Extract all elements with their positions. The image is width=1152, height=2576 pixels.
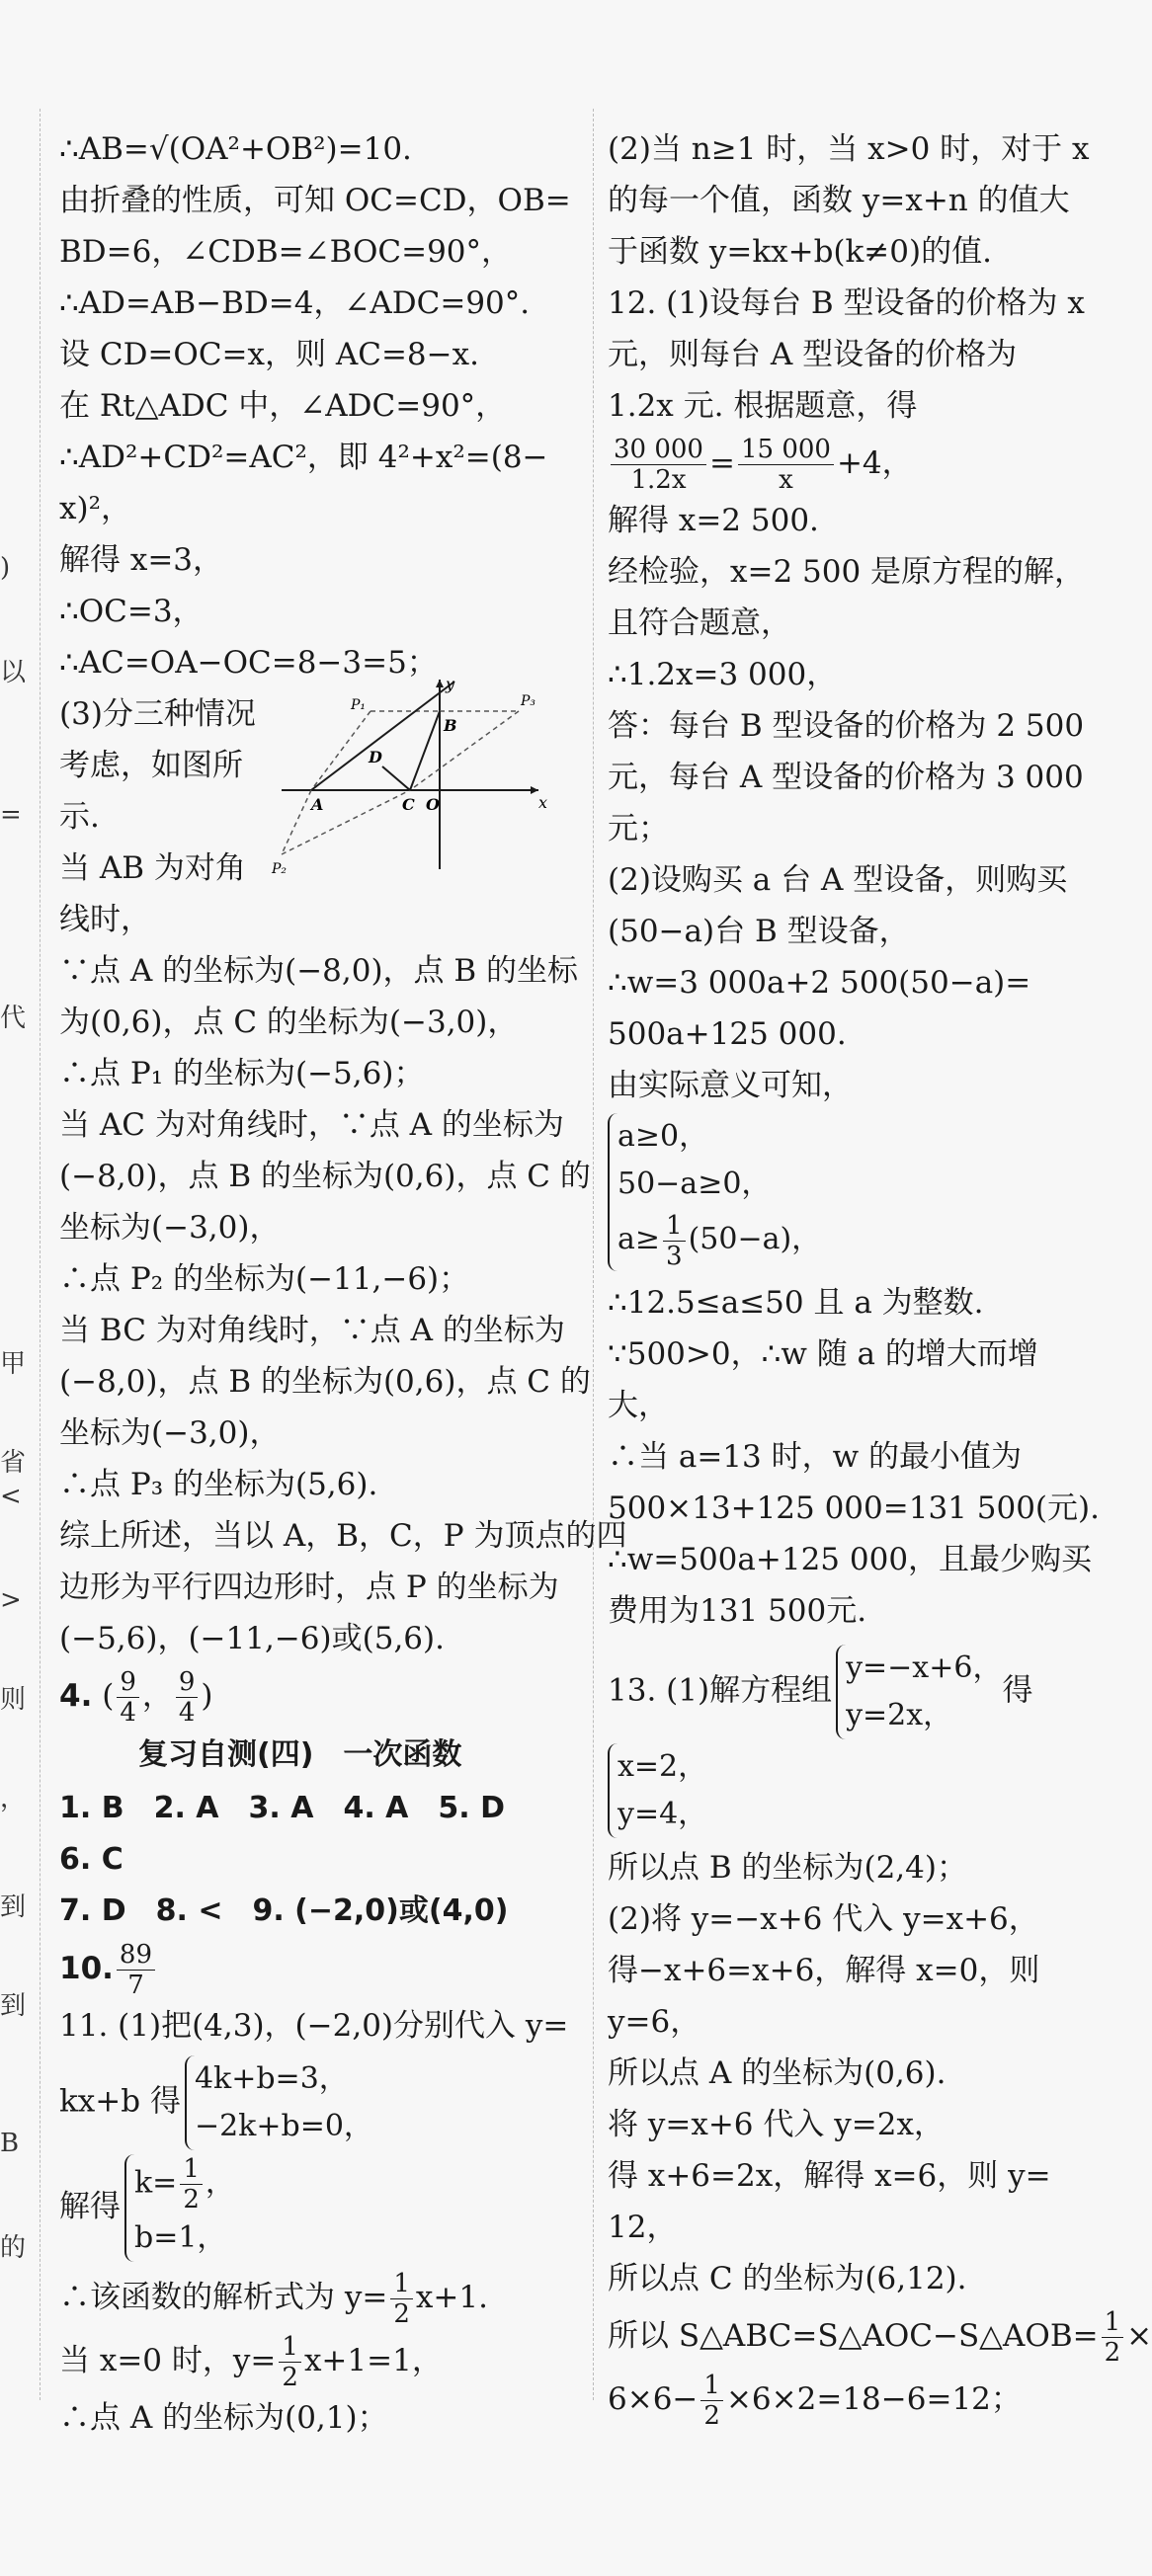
- text-line: (2)当 n≥1 时，当 x>0 时，对于 x: [608, 131, 1090, 167]
- label-p3: P₃: [521, 693, 536, 709]
- text-line: ∴点 A 的坐标为(0,1)；: [59, 2400, 388, 2436]
- label-p2: P₂: [272, 861, 288, 877]
- parallelogram-diagram: [272, 672, 558, 879]
- left-column: [59, 123, 627, 2444]
- label-y: y: [446, 675, 455, 693]
- text-line: 且符合题意，: [608, 605, 791, 641]
- text-line: ∴AD²+CD²=AC²，即 4²+x²=(8−: [59, 440, 548, 475]
- equation-system: 4k+b=3， −2k+b=0，: [185, 2055, 373, 2150]
- dashed-a-p2: [282, 790, 311, 854]
- text-line: ∴w=3 000a+2 500(50−a)=: [608, 965, 1031, 1001]
- area-equation: 6×6− $\frac{1}{2}$ ×6×2=18−6=12；: [608, 2371, 1022, 2431]
- q10-answer: 10. $\frac{89}{7}$: [59, 1937, 553, 2000]
- text-line: ∵500>0，∴w 随 a 的增大而增: [608, 1336, 1038, 1372]
- text-line: (3)分三种情况: [59, 696, 256, 732]
- q13-system-2: x=2， y=4，: [608, 1743, 1097, 1838]
- right-column: [608, 123, 1152, 2431]
- edge-mark: ，: [0, 1784, 27, 1813]
- text-line: BD=6，∠CDB=∠BOC=90°，: [59, 234, 513, 270]
- text-line: 边形为平行四边形时，点 P 的坐标为: [59, 1570, 559, 1605]
- line-cb: [410, 711, 440, 790]
- section-heading: 复习自测(四) 一次函数: [138, 1737, 462, 1772]
- label-d: D: [369, 748, 382, 766]
- text-line: 由实际意义可知，: [608, 1068, 853, 1103]
- text-line: 1.2x 元. 根据题意，得: [608, 388, 918, 424]
- text-line: 得−x+6=x+6，解得 x=0，则: [608, 1953, 1040, 1988]
- edge-mark: 以: [0, 658, 27, 687]
- text-line: (2)设购买 a 台 A 型设备，则购买: [608, 862, 1068, 898]
- fraction: $\frac{89}{7}$: [117, 1940, 155, 2000]
- label-o: O: [426, 795, 440, 814]
- text-line: 12. (1)设每台 B 型设备的价格为 x: [608, 285, 1085, 321]
- text-line: ∴12.5≤a≤50 且 a 为整数.: [608, 1285, 984, 1321]
- label-a: A: [311, 795, 324, 814]
- text-line: (50−a)台 B 型设备，: [608, 914, 910, 949]
- text-line: (−8,0)，点 B 的坐标为(0,6)，点 C 的: [59, 1159, 591, 1194]
- fraction: $\frac{9}{4}$: [117, 1667, 139, 1728]
- text-line: 示.: [59, 799, 100, 835]
- edge-mark: 则: [0, 1685, 27, 1715]
- text-line: 12，: [608, 2210, 678, 2245]
- text-line: 答：每台 B 型设备的价格为 2 500: [608, 708, 1085, 744]
- dashed-p3-c: [410, 711, 519, 790]
- text-line: ∴w=500a+125 000，且最少购买: [608, 1542, 1093, 1577]
- text-line: 所以点 A 的坐标为(0,6).: [608, 2055, 946, 2091]
- text-line: (2)将 y=−x+6 代入 y=x+6，: [608, 1901, 1039, 1937]
- edge-mark: 到: [0, 1892, 27, 1922]
- edge-mark: =: [0, 800, 22, 830]
- text-line: (−5,6)，(−11,−6)或(5,6).: [59, 1621, 445, 1656]
- q4-answer: 4. ( $\frac{9}{4}$ ， $\frac{9}{4}$ ): [59, 1667, 213, 1728]
- label-c: C: [402, 795, 415, 814]
- text-line: 线时，: [59, 902, 151, 937]
- text-line: x)²，: [59, 491, 132, 526]
- q11-system-1: kx+b 得 4k+b=3， −2k+b=0，: [59, 2055, 553, 2150]
- text-line: 费用为131 500元.: [608, 1593, 867, 1629]
- text-line: 为(0,6)，点 C 的坐标为(−3,0)，: [59, 1005, 519, 1040]
- edge-mark: 到: [0, 1991, 27, 2021]
- text-line: ∴1.2x=3 000，: [608, 657, 838, 692]
- text-line: 解得 x=2 500.: [608, 503, 819, 538]
- text-line: ∴当 a=13 时，w 的最小值为: [608, 1439, 1022, 1475]
- edge-mark: 甲: [0, 1349, 27, 1379]
- mc-answers-row-1: 1. B 2. A 3. A 4. A 5. D 6. C: [59, 1791, 535, 1877]
- text-line: 当 AC 为对角线时，∵点 A 的坐标为: [59, 1107, 564, 1143]
- text-line: 元，则每台 A 型设备的价格为: [608, 337, 1018, 372]
- mc-answers-row-2: 7. D 8. < 9. (−2,0)或(4,0): [59, 1893, 509, 1928]
- label-x: x: [538, 793, 548, 812]
- text-line: 所以点 B 的坐标为(2,4)；: [608, 1850, 967, 1886]
- text-line: 于函数 y=kx+b(k≠0)的值.: [608, 234, 992, 270]
- fraction: $\frac{9}{4}$: [176, 1667, 199, 1728]
- q13-system-1: 13. (1)解方程组 y=−x+6， y=2x， 得: [608, 1645, 1097, 1739]
- text-line: 考虑，如图所: [59, 748, 243, 783]
- text-line: 元，每台 A 型设备的价格为 3 000: [608, 760, 1084, 795]
- edge-mark: >: [0, 1585, 22, 1615]
- column-divider: [40, 109, 41, 2400]
- line-cd: [382, 766, 410, 790]
- edge-mark: 省: [0, 1448, 27, 1478]
- text-line: 在 Rt△ADC 中，∠ADC=90°，: [59, 388, 507, 424]
- edge-mark: B: [0, 2129, 20, 2158]
- edge-mark: ): [0, 553, 11, 583]
- text-line: ∴点 P₂ 的坐标为(−11,−6)；: [59, 1261, 470, 1297]
- text-line: 得 x+6=2x，解得 x=6，则 y=: [608, 2158, 1051, 2194]
- text-line: (−8,0)，点 B 的坐标为(0,6)，点 C 的: [59, 1364, 591, 1400]
- text-line: 当 BC 为对角线时，∵点 A 的坐标为: [59, 1313, 565, 1348]
- text-line: 500a+125 000.: [608, 1016, 847, 1052]
- inequality-system: a≥0， 50−a≥0， a≥ $\frac{1}{3}$ (50−a)，: [608, 1113, 1097, 1271]
- text-line: ∴点 P₁ 的坐标为(−5,6)；: [59, 1056, 425, 1091]
- text-line: ∴点 P₃ 的坐标为(5,6).: [59, 1467, 378, 1502]
- column-divider: [593, 109, 594, 2400]
- text-line: 由折叠的性质，可知 OC=CD，OB=: [59, 183, 571, 218]
- text-line: ∴AC=OA−OC=8−3=5；: [59, 645, 438, 681]
- text-line: 11. (1)把(4,3)，(−2,0)分别代入 y=: [59, 2008, 569, 2044]
- text-line: ∴OC=3，: [59, 594, 204, 629]
- y-axis-arrow: [436, 680, 444, 687]
- text-line: ∴该函数的解析式为 y= $\frac{1}{2}$ x+1.: [59, 2269, 488, 2329]
- text-line: 综上所述，当以 A，B，C，P 为顶点的四: [59, 1518, 627, 1554]
- equation-system: k= $\frac{1}{2}$ ， b=1，: [124, 2154, 235, 2262]
- q11-system-2: 解得 k= $\frac{1}{2}$ ， b=1，: [59, 2154, 553, 2262]
- x-axis-arrow: [531, 786, 538, 794]
- text-line: ∴AD=AB−BD=4，∠ADC=90°.: [59, 285, 531, 321]
- text-line: 坐标为(−3,0)，: [59, 1415, 281, 1451]
- text-line: 经检验，x=2 500 是原方程的解，: [608, 554, 1086, 590]
- text-line: y=6，: [608, 2004, 701, 2040]
- text-line: 解得 x=3，: [59, 542, 224, 578]
- label-b: B: [444, 716, 457, 735]
- text-line: 坐标为(−3,0)，: [59, 1210, 281, 1246]
- text-line: 元；: [608, 811, 669, 846]
- text-line: 的每一个值，函数 y=x+n 的值大: [608, 183, 1070, 218]
- text-line: 大，: [608, 1388, 669, 1423]
- area-equation: 所以 S△ABC=S△AOC−S△AOB= $\frac{1}{2}$ ×: [608, 2307, 1152, 2368]
- text-line: 所以点 C 的坐标为(6,12).: [608, 2261, 967, 2296]
- edge-mark: 的: [0, 2233, 27, 2263]
- edge-mark: 代: [0, 1004, 27, 1033]
- line-ab: [311, 682, 454, 790]
- text-line: 当 x=0 时，y= $\frac{1}{2}$ x+1=1，: [59, 2332, 443, 2392]
- dashed-p2-c: [282, 790, 410, 854]
- text-line: ∵点 A 的坐标为(−8,0)，点 B 的坐标: [59, 953, 579, 989]
- dashed-p1-a: [311, 711, 370, 790]
- text-line: 当 AB 为对角: [59, 850, 246, 886]
- label-p1: P₁: [351, 697, 367, 713]
- text-line: 500×13+125 000=131 500(元).: [608, 1490, 1100, 1526]
- text-line: 设 CD=OC=x，则 AC=8−x.: [59, 337, 479, 372]
- text-line: ∴AB=√(OA²+OB²)=10.: [59, 131, 412, 167]
- text-line: 将 y=x+6 代入 y=2x，: [608, 2107, 945, 2142]
- edge-mark: <: [0, 1482, 22, 1511]
- fraction-equation: $\frac{30 000}{1.2x}$ = $\frac{15 000}{x}$ +4，: [608, 432, 1097, 495]
